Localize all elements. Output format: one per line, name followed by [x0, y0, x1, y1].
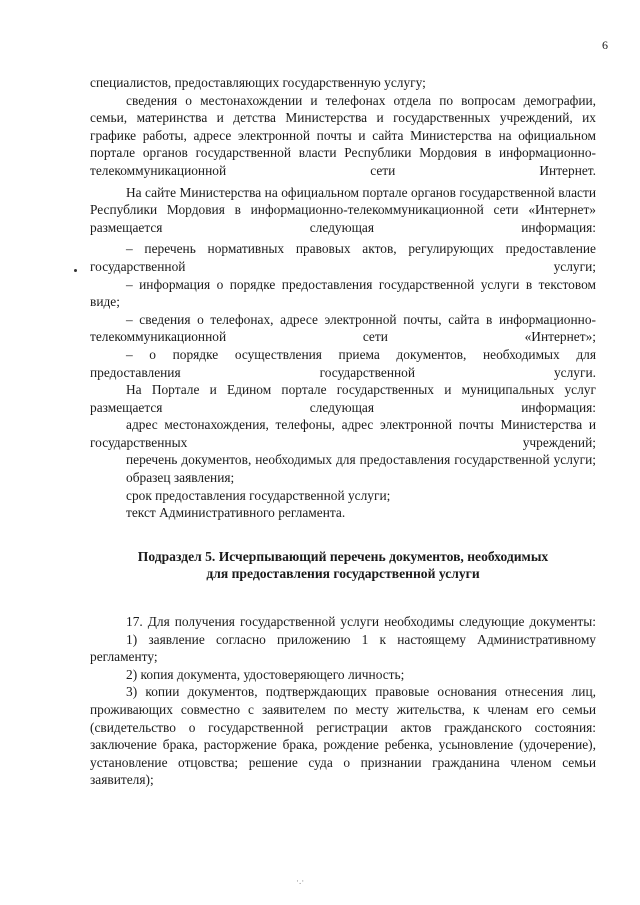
margin-mark	[74, 269, 77, 272]
paragraph: 17. Для получения государственной услуги необходимы следующие документы:	[126, 614, 596, 630]
document-body	[90, 74, 596, 789]
list-item: – информация о порядке предоставления государственной услуги в текстовом виде;	[90, 276, 596, 310]
list-item: текст Административного регламента.	[126, 505, 346, 521]
scan-artifact: ·.·	[296, 876, 305, 886]
list-item: срок предоставления государственной услуги;	[126, 487, 391, 503]
list-item: образец заявления;	[126, 470, 235, 486]
list-item: – перечень нормативных правовых актов, регулирующих предоставление государственной услуги;	[90, 241, 596, 274]
section-heading-line: для предоставления государственной услуги	[206, 566, 480, 582]
paragraph: На Портале и Едином портале государственных и муниципальных услуг размещается следующая информация:	[90, 382, 596, 415]
list-item: – о порядке осуществления приема документов, необходимых для предоставления государственной услуги.	[90, 346, 596, 380]
list-item: 1) заявление согласно приложению 1 к настоящему Административному регламенту;	[90, 631, 596, 665]
list-item: адрес местонахождения, телефоны, адрес электронной почты Министерства и государственных учреждений;	[90, 417, 596, 450]
list-item: 2) копия документа, удостоверяющего личность;	[126, 666, 405, 682]
paragraph: На сайте Министерства на официальном портале органов государственной власти Республики Мордовия в информационно-телекоммуникационной сети «Интернет» размещается следующая информация:	[90, 184, 596, 235]
page-number: 6	[602, 38, 608, 52]
list-item: перечень документов, необходимых для предоставления государственной услуги;	[126, 452, 596, 468]
list-item: – сведения о телефонах, адресе электронной почты, сайта в информационно-телекоммуникационной сети «Интернет»;	[90, 311, 596, 345]
paragraph: сведения о местонахождении и телефонах отдела по вопросам демографии, семьи, материнства и детства Министерства и государственных учреждений, их графике работы, адресе электронной почты и сайта Министерства на официальном портале органов государственной власти Республики Мордовия в информационно-телекоммуникационной сети Интернет.	[90, 92, 596, 178]
paragraph: специалистов, предоставляющих государственную услугу;	[90, 75, 426, 90]
section-heading-line: Подраздел 5. Исчерпывающий перечень документов, необходимых	[137, 548, 549, 564]
list-item: 3) копии документов, подтверждающих правовые основания отнесения лиц, проживающих совместно с заявителем по месту жительства, к членам его семьи (свидетельство о государственной регистрации актов гражданского состояния: заключение брака, расторжение брака, рождение ребенка, усыновление (удочерение), установление отцовства; решение суда о признании гражданина членом семьи заявителя);	[90, 684, 596, 788]
